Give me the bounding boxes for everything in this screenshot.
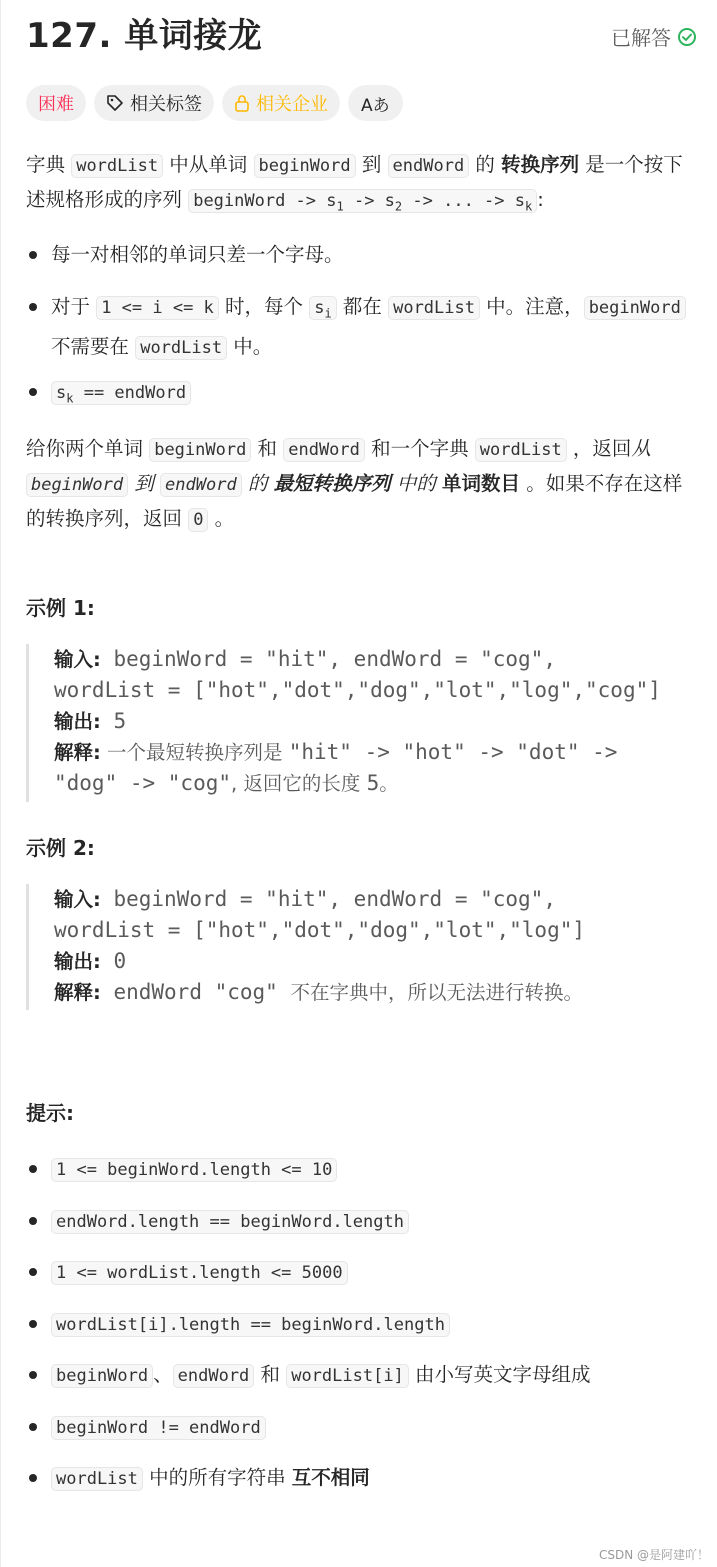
constraint-code: endWord.length == beginWord.length bbox=[51, 1210, 409, 1234]
bullet-dot bbox=[29, 1217, 37, 1225]
bullet-dot bbox=[29, 388, 37, 396]
example-1-heading: 示例 1: bbox=[26, 596, 95, 620]
list-item bbox=[29, 1307, 689, 1340]
code-zero: 0 bbox=[188, 508, 208, 532]
text: 时，每个 bbox=[218, 295, 310, 318]
code-endword: endWord bbox=[173, 1364, 255, 1388]
explanation-text: 不在字典中，所以无法进行转换。 bbox=[290, 981, 583, 1004]
list-item bbox=[29, 1204, 689, 1237]
text: 都在 bbox=[336, 295, 389, 318]
list-item bbox=[29, 1461, 689, 1494]
bullet-dot bbox=[29, 1423, 37, 1431]
text: 和一个字典 bbox=[364, 437, 475, 460]
list-item bbox=[29, 1255, 689, 1288]
explanation-code: endWord "cog" bbox=[100, 980, 291, 1004]
bold-term: 单词数目 bbox=[442, 472, 521, 495]
bullet-dot bbox=[29, 1165, 37, 1173]
list-item bbox=[29, 1358, 689, 1391]
description-paragraph-2 bbox=[26, 432, 691, 537]
input-value: wordList = ["hot","dot","dog","lot","log"] bbox=[54, 918, 586, 942]
text: 中。注意， bbox=[479, 295, 584, 318]
text: 给你两个单词 bbox=[26, 437, 150, 460]
code-endword: endWord bbox=[388, 154, 470, 178]
solved-label: 已解答 bbox=[611, 26, 671, 50]
code-sequence: beginWord -> $s_1 -> s_2$ -> ... -> $s_k$ bbox=[188, 189, 537, 213]
desc-text: 中从单词 bbox=[163, 153, 254, 176]
bold-term: 最短转换序列 bbox=[273, 472, 391, 495]
output-value: 5 bbox=[100, 709, 127, 733]
desc-text: 字典 bbox=[26, 153, 72, 176]
related-companies-label: 相关企业 bbox=[256, 94, 328, 115]
constraint-code: beginWord != endWord bbox=[51, 1416, 266, 1440]
input-label: 输入: bbox=[54, 888, 101, 911]
bullet-dot bbox=[29, 1268, 37, 1276]
bold-term: 互不相同 bbox=[291, 1466, 370, 1489]
code-beginword: beginWord bbox=[26, 473, 128, 497]
text: 、 bbox=[153, 1363, 173, 1386]
code-sk-endword: $s_k$ == endWord bbox=[51, 381, 191, 405]
text: 从 bbox=[631, 437, 651, 460]
bullet-dot bbox=[29, 303, 37, 311]
code-endword: endWord bbox=[160, 473, 242, 497]
bullet-dot bbox=[29, 1474, 37, 1482]
input-label: 输入: bbox=[54, 648, 101, 671]
text: 由小写英文字母组成 bbox=[408, 1363, 591, 1386]
explanation-text: 。 bbox=[379, 772, 399, 795]
related-companies-button[interactable] bbox=[222, 85, 340, 121]
text: 和 bbox=[251, 437, 284, 460]
text: 和 bbox=[254, 1363, 287, 1386]
text: 中的所有字符串 bbox=[142, 1466, 292, 1489]
text: ，返回 bbox=[566, 437, 632, 460]
example-2-heading: 示例 2: bbox=[26, 836, 95, 860]
solved-status bbox=[611, 22, 697, 51]
explanation-code: "hit" -> "hot" -> "dot" -> bbox=[288, 740, 618, 764]
input-value: wordList = ["hot","dot","dog","lot","log","cog"] bbox=[54, 678, 661, 702]
input-value: beginWord = "hit", endWord = "cog", bbox=[100, 647, 556, 671]
bullet-dot bbox=[29, 1371, 37, 1379]
code-beginword: beginWord bbox=[584, 296, 686, 320]
explanation-code: "dog" -> "cog" bbox=[54, 771, 232, 795]
translate-button[interactable] bbox=[348, 85, 403, 121]
code-beginword: beginWord bbox=[254, 154, 356, 178]
explanation-label: 解释: bbox=[54, 981, 101, 1004]
constraint-code: wordList[i].length == beginWord.length bbox=[51, 1313, 450, 1337]
text: 对于 bbox=[51, 295, 97, 318]
explanation-label: 解释: bbox=[54, 741, 101, 764]
text: 中的 bbox=[390, 472, 443, 495]
code-wordlist: wordList bbox=[71, 154, 163, 178]
code-wordlist: wordList bbox=[388, 296, 480, 320]
desc-text: : bbox=[537, 188, 544, 211]
explanation-text: , 返回它的长度 bbox=[231, 772, 367, 795]
text: 到 bbox=[128, 472, 161, 495]
text: 。如果不存在这样的转换序列，返回 bbox=[26, 472, 683, 530]
example-1-block bbox=[26, 644, 696, 802]
code-wordlist-i: wordList[i] bbox=[286, 1364, 409, 1388]
watermark: CSDN @是阿建吖！ bbox=[598, 1548, 709, 1562]
desc-text: 是一个按下述规格形成的序列 bbox=[26, 153, 683, 211]
text: 。 bbox=[208, 507, 235, 530]
output-label: 输出: bbox=[54, 950, 101, 973]
list-item bbox=[29, 1152, 689, 1185]
code-wordlist: wordList bbox=[51, 1467, 143, 1491]
bullet-dot bbox=[29, 1320, 37, 1328]
text: 的 bbox=[241, 472, 274, 495]
list-item-text bbox=[51, 290, 691, 365]
tag-icon bbox=[106, 94, 124, 112]
input-value: beginWord = "hit", endWord = "cog", bbox=[100, 887, 556, 911]
desc-text: 到 bbox=[355, 153, 388, 176]
list-item bbox=[29, 375, 689, 408]
constraint-code: 1 <= wordList.length <= 5000 bbox=[51, 1261, 348, 1285]
desc-text: 的 bbox=[469, 153, 502, 176]
constraint-code: 1 <= beginWord.length <= 10 bbox=[51, 1158, 337, 1182]
output-label: 输出: bbox=[54, 710, 101, 733]
hints-heading: 提示: bbox=[26, 1101, 74, 1125]
tag-bar bbox=[26, 85, 403, 121]
explanation-code: 5 bbox=[366, 771, 380, 795]
page-title: 127. 单词接龙 bbox=[26, 16, 263, 56]
output-value: 0 bbox=[100, 949, 127, 973]
code-range: 1 <= i <= k bbox=[96, 296, 219, 320]
description-paragraph-1 bbox=[26, 148, 691, 223]
bold-term: 转换序列 bbox=[501, 153, 580, 176]
explanation-text: 一个最短转换序列是 bbox=[100, 741, 289, 764]
text: 中。 bbox=[227, 335, 273, 359]
check-circle-icon bbox=[677, 27, 697, 47]
code-si: $s_i$ bbox=[309, 296, 336, 320]
bullet-dot bbox=[29, 251, 37, 259]
code-beginword: beginWord bbox=[51, 1364, 153, 1388]
difficulty-badge[interactable]: 困难 bbox=[26, 85, 86, 121]
code-wordlist: wordList bbox=[475, 438, 567, 462]
list-item bbox=[29, 238, 689, 271]
code-endword: endWord bbox=[283, 438, 365, 462]
code-beginword: beginWord bbox=[149, 438, 251, 462]
lock-icon bbox=[234, 94, 250, 112]
list-item-text bbox=[51, 375, 691, 415]
code-wordlist: wordList bbox=[135, 336, 227, 360]
list-item bbox=[29, 290, 689, 359]
list-item-text: 每一对相邻的单词只差一个字母。 bbox=[51, 243, 344, 266]
related-tags-label: 相关标签 bbox=[130, 94, 202, 115]
translate-icon: Aあ bbox=[361, 95, 390, 116]
related-tags-button[interactable] bbox=[94, 85, 214, 121]
text: 不需要在 bbox=[51, 335, 136, 359]
example-2-block bbox=[26, 884, 696, 1010]
list-item bbox=[29, 1410, 689, 1443]
